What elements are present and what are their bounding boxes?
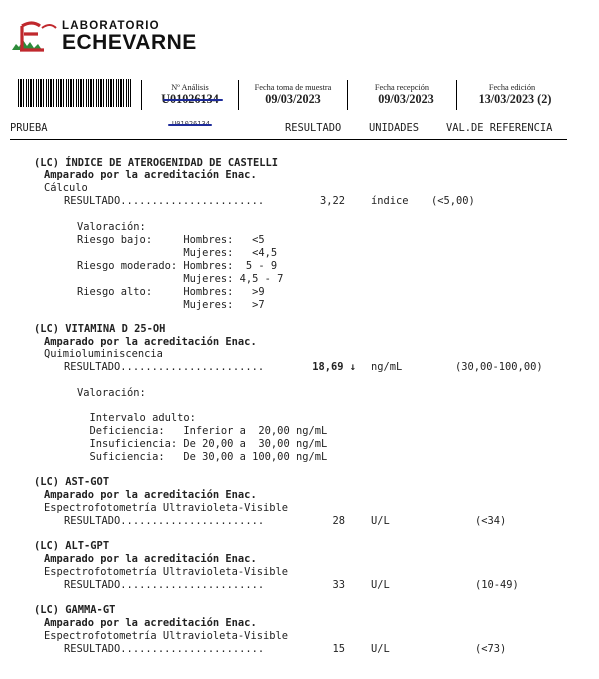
result-unit: U/L	[371, 579, 390, 591]
result-label: RESULTADO.......................	[64, 361, 265, 373]
valuation-line: Intervalo adulto:	[77, 412, 196, 424]
barcode	[18, 79, 131, 107]
test-name: (LC) AST-GOT	[34, 476, 110, 488]
result-unit: U/L	[371, 515, 390, 527]
reception-date-label: Fecha recepción	[374, 83, 430, 92]
valuation-line: Riesgo moderado: Hombres: 5 - 9	[77, 260, 278, 272]
test-name: (LC) ÍNDICE DE ATEROGENIDAD DE CASTELLI	[34, 157, 278, 169]
column-test: PRUEBA	[10, 122, 48, 134]
result-value: 28	[332, 515, 345, 527]
logo-main-text: ECHEVARNE	[62, 31, 197, 54]
valuation-line: Deficiencia: Inferior a 20,00 ng/mL	[77, 425, 328, 437]
test-accreditation: Amparado por la acreditación Enac.	[44, 553, 257, 565]
valuation-line: Valoración:	[77, 387, 146, 399]
edition-date-label: Fecha edición	[488, 83, 536, 92]
logo-top-text: LABORATORIO	[62, 20, 160, 32]
result-unit: índice	[371, 195, 409, 207]
column-result: RESULTADO	[285, 122, 342, 134]
column-reference: VAL.DE REFERENCIA	[446, 122, 553, 134]
analysis-label: Nº Análisis	[171, 83, 209, 92]
test-method: Espectrofotometría Ultravioleta-Visible	[44, 502, 288, 514]
result-reference: (<34)	[475, 515, 507, 527]
result-value: 15	[332, 643, 345, 655]
sample-date-value: 09/03/2023	[265, 92, 321, 106]
valuation-line: Mujeres: <4,5	[77, 247, 278, 259]
test-accreditation: Amparado por la acreditación Enac.	[44, 617, 257, 629]
valuation-line: Riesgo alto: Hombres: >9	[77, 286, 265, 298]
valuation-line: Valoración:	[77, 221, 146, 233]
test-method: Espectrofotometría Ultravioleta-Visible	[44, 566, 288, 578]
result-value: 33	[332, 579, 345, 591]
result-value: 3,22	[319, 195, 345, 207]
test-method: Espectrofotometría Ultravioleta-Visible	[44, 630, 288, 642]
result-reference: (<73)	[475, 643, 507, 655]
sample-date-label: Fecha toma de muestra	[254, 83, 332, 92]
valuation-line: Mujeres: >7	[77, 299, 265, 311]
valuation-line: Insuficiencia: De 20,00 a 30,00 ng/mL	[77, 438, 328, 450]
test-name: (LC) ALT-GPT	[34, 540, 110, 552]
header-rule	[10, 139, 567, 140]
laboratory-logo-icon	[10, 20, 60, 54]
test-name: (LC) GAMMA-GT	[34, 604, 116, 616]
edition-date-value: 13/03/2023 (2)	[478, 92, 552, 106]
result-unit: U/L	[371, 643, 390, 655]
reception-date-value: 09/03/2023	[378, 92, 434, 106]
test-name: (LC) VITAMINA D 25-OH	[34, 323, 166, 335]
valuation-line: Mujeres: 4,5 - 7	[77, 273, 284, 285]
test-accreditation: Amparado por la acreditación Enac.	[44, 489, 257, 501]
result-unit: ng/mL	[371, 361, 403, 373]
result-label: RESULTADO.......................	[64, 579, 265, 591]
valuation-line: Riesgo bajo: Hombres: <5	[77, 234, 265, 246]
result-reference: (30,00-100,00)	[455, 361, 543, 373]
redaction-scribble	[163, 99, 223, 101]
result-label: RESULTADO.......................	[64, 195, 265, 207]
column-units: UNIDADES	[369, 122, 420, 134]
result-label: RESULTADO.......................	[64, 643, 265, 655]
test-method: Quimioluminiscencia	[44, 348, 163, 360]
result-value: 18,69 ↓	[312, 361, 356, 373]
result-reference: (10-49)	[475, 579, 519, 591]
test-accreditation: Amparado por la acreditación Enac.	[44, 169, 257, 181]
redaction-scribble	[168, 124, 212, 126]
valuation-line: Suficiencia: De 30,00 a 100,00 ng/mL	[77, 451, 328, 463]
test-accreditation: Amparado por la acreditación Enac.	[44, 336, 257, 348]
result-reference: (<5,00)	[431, 195, 475, 207]
test-method: Cálculo	[44, 182, 88, 194]
result-label: RESULTADO.......................	[64, 515, 265, 527]
